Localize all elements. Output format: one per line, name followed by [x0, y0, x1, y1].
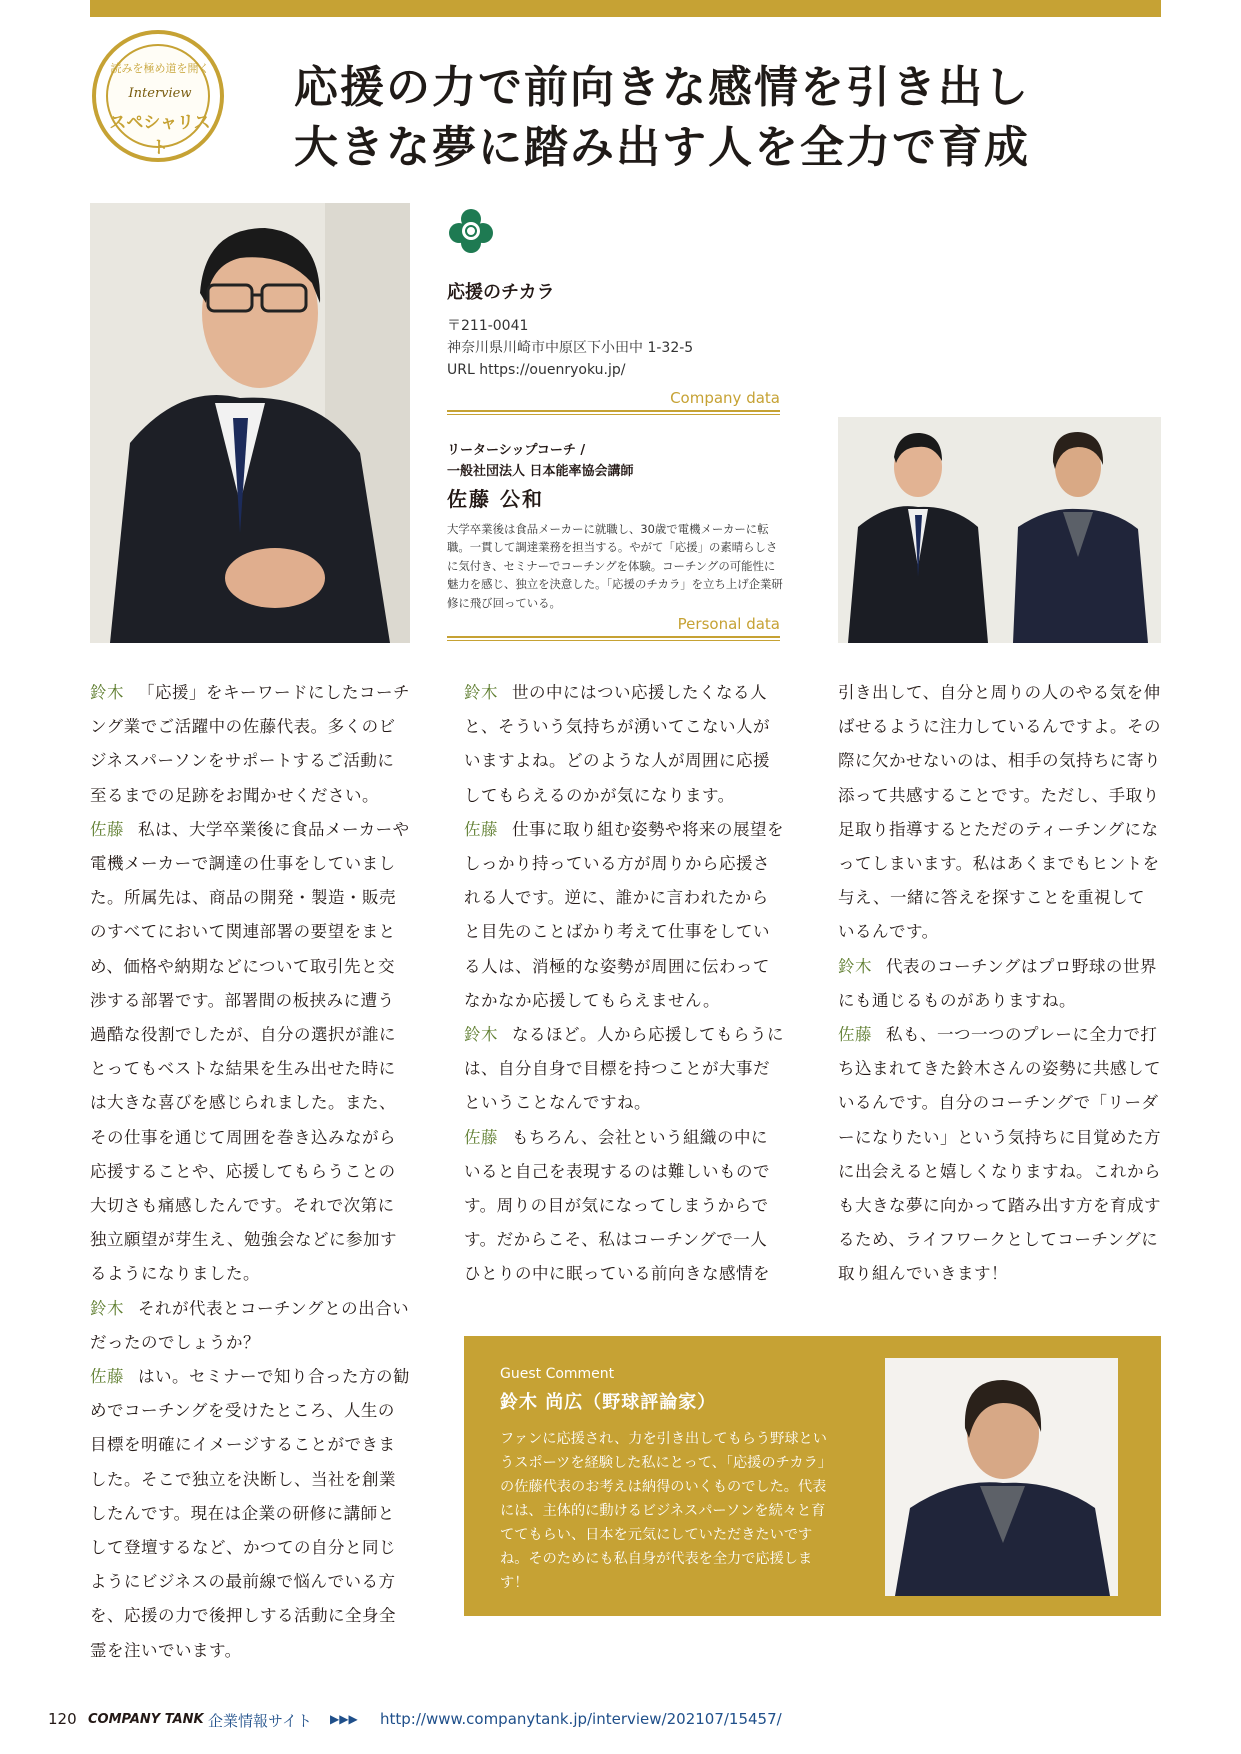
top-gold-bar [90, 0, 1161, 17]
seal-inner-ring [106, 44, 211, 158]
guest-comment-text: ファンに応援され、力を引き出してもらう野球というスポーツを経験した私にとって、「応援のチカラ」の佐藤代表のお考えは納得のいくものでした。代表には、主体的に動けるビジネスパーソンを続々と育ててもらい、日本を元気にしていただきたいですね。そのためにも私自身が代表を全力で応援します！ [500, 1431, 832, 1591]
person-name: 佐藤 公和 [447, 487, 544, 511]
company-data-rule [447, 410, 780, 412]
speaker-label: 鈴木 [838, 956, 872, 976]
dialogue-text: はい。セミナーで知り合った方の勧めでコーチングを受けたところ、人生の目標を明確にイメージすることができました。そこで独立を決断し、当社を創業したんです。現在は企業の研修に講師として登壇するなど、かつての自分と同じようにビジネスの最前線で悩んでいる方を、応援の力で後押しする活動に全身全霊を注いでいます。 [90, 1367, 410, 1660]
guest-comment-label: Guest Comment [500, 1366, 615, 1382]
dialogue-text: なるほど。人から応援してもらうには、自分自身で目標を持つことが大事だということなんですね。 [464, 1025, 784, 1113]
portrait-photo-sato [90, 203, 410, 643]
company-info [447, 315, 693, 381]
company-address: 神奈川県川崎市中原区下小田中 1-32-5 [447, 340, 694, 356]
pair-illustration [838, 417, 1161, 643]
speaker-label: 鈴木 [90, 683, 124, 702]
company-url[interactable]: URL https://ouenryoku.jp/ [447, 362, 626, 378]
speaker-label: 佐藤 [464, 1127, 498, 1147]
dialogue-text: 私も、一つ一つのプレーに全力で打ち込まれてきた鈴木さんの姿勢に共感しているんです。自分のコーチングで「リーダーになりたい」という気持ちに目覚めた方に出会えると嬉しくなりますね。これからも大きな夢に向かって踏み出す方を育成するため、ライフワークとしてコーチングに取り組んでいきます！ [838, 1025, 1161, 1284]
article-column-1 [90, 676, 410, 1668]
portrait-illustration [90, 203, 410, 643]
seal-arc-text: 読みを極め道を開く [110, 62, 210, 75]
company-logo [447, 207, 495, 255]
person-title-1: リーターシップコーチ / [447, 443, 586, 458]
seal-interview-label: Interview [128, 86, 192, 101]
dialogue-paragraph [464, 676, 784, 813]
person-title-2: 一般社団法人 日本能率協会講師 [447, 464, 634, 479]
dialogue-text: 仕事に取り組む姿勢や将来の展望をしっかり持っている方が周りから応援される人です。逆に、誰かに言われたからと目先のことばかり考えて仕事をしている人は、消極的な姿勢が周囲に伝わってなかなか応援してもらえません。 [464, 819, 784, 1010]
dialogue-text: それが代表とコーチングとの出合いだったのでしょうか？ [90, 1298, 410, 1352]
dialogue-text: 世の中にはつい応援したくなる人と、そういう気持ちが湧いてこない人がいますよね。どのような人が周囲に応援してもらえるのかが気になります。 [464, 683, 770, 805]
dialogue-paragraph [838, 676, 1161, 950]
dialogue-paragraph [90, 1360, 410, 1668]
arrow-icons: ▶▶▶ [330, 1712, 358, 1726]
page-number: 120 [48, 1710, 77, 1728]
speaker-label: 佐藤 [90, 819, 124, 839]
clover-logo-icon [447, 207, 495, 255]
speaker-label: 鈴木 [464, 683, 498, 702]
photo-sato-and-suzuki [838, 417, 1161, 643]
dialogue-text: もちろん、会社という組織の中にいると自己を表現するのは難しいものです。周りの目が気になってしまうからです。だからこそ、私はコーチングで一人ひとりの中に眠っている前向きな感情を [464, 1127, 770, 1284]
dialogue-paragraph [838, 1018, 1161, 1292]
personal-data-rule [447, 636, 780, 638]
speaker-label: 佐藤 [90, 1367, 124, 1387]
interview-seal [92, 30, 224, 162]
brand-logo-text: COMPANY TANK [88, 1712, 204, 1727]
company-postal: 〒211-0041 [447, 318, 529, 334]
dialogue-paragraph [838, 950, 1161, 1018]
guest-photo-suzuki [885, 1358, 1118, 1596]
dialogue-paragraph [464, 813, 784, 1018]
person-titles [447, 440, 634, 482]
dialogue-text: 「応援」をキーワードにしたコーチング業でご活躍中の佐藤代表。多くのビジネスパーソンをサポートするご活動に至るまでの足跡をお聞かせください。 [90, 683, 410, 805]
speaker-label: 佐藤 [464, 819, 498, 839]
article-column-3 [838, 676, 1161, 1292]
dialogue-text: 引き出して、自分と周りの人のやる気を伸ばせるように注力しているんですよ。その際に欠かせないのは、相手の気持ちに寄り添って共感することです。ただし、手取り足取り指導するとただのティーチングになってしまいます。私はあくまでもヒントを与え、一緒に答えを探すことを重視しているんです。 [838, 683, 1161, 942]
company-data-rule-thin [447, 414, 780, 415]
page-headline [294, 58, 1154, 178]
dialogue-paragraph [90, 1292, 410, 1360]
company-name: 応援のチカラ [447, 282, 555, 303]
dialogue-text: 私は、大学卒業後に食品メーカーや電機メーカーで調達の仕事をしていました。所属先は、商品の開発・製造・販売のすべてにおいて関連部署の要望をまとめ、価格や納期などについて取引先と交渉する部署です。部署間の板挟みに遭う過酷な役割でしたが、自分の選択が誰にとってもベストな結果を生み出せた時には大きな喜びを感じられました。また、その仕事を通じて周囲を巻き込みながら応援することや、応援してもらうことの大切さも痛感したんです。それで次第に独立願望が芽生え、勉強会などに参加するようになりました。 [90, 819, 410, 1284]
dialogue-paragraph [90, 676, 410, 813]
speaker-label: 鈴木 [464, 1025, 498, 1045]
personal-data-rule-thin [447, 640, 780, 641]
personal-data-label: Personal data [677, 615, 780, 633]
person-bio: 大学卒業後は食品メーカーに就職し、30歳で電機メーカーに転職。一貫して調達業務を担当する。やがて「応援」の素晴らしさに気付き、セミナーでコーチングを体験。コーチングの可能性に魅力を感じ、独立を決意した。「応援のチカラ」を立ち上げ企業研修に飛び回っている。 [447, 522, 783, 610]
guest-name: 鈴木 尚広（野球評論家） [500, 1392, 717, 1413]
speaker-label: 佐藤 [838, 1025, 872, 1045]
dialogue-text: 代表のコーチングはプロ野球の世界にも通じるものがありますね。 [838, 956, 1157, 1010]
dialogue-paragraph [464, 1121, 784, 1292]
company-data-label: Company data [670, 389, 780, 407]
guest-illustration [885, 1358, 1118, 1596]
dialogue-paragraph [90, 813, 410, 1292]
speaker-label: 鈴木 [90, 1298, 124, 1318]
headline-line-2: 大きな夢に踏み出す人を全力で育成 [294, 122, 1030, 173]
headline-line-1: 応援の力で前向きな感情を引き出し [294, 62, 1030, 113]
site-label: 企業情報サイト [208, 1712, 312, 1730]
dialogue-paragraph [464, 1018, 784, 1121]
footer-url-link[interactable]: http://www.companytank.jp/interview/202107/15457/ [380, 1710, 782, 1728]
article-column-2 [464, 676, 784, 1292]
seal-specialist-label: スペシャリスト [109, 113, 211, 158]
